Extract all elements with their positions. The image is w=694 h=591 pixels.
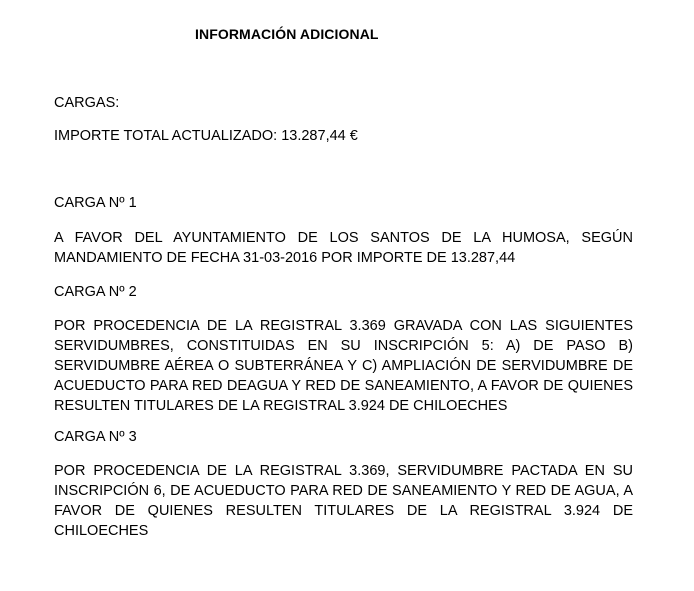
carga-1-heading: CARGA Nº 1 [54,195,137,211]
carga-2-text: POR PROCEDENCIA DE LA REGISTRAL 3.369 GRAVADA CON LAS SIGUIENTES SERVIDUMBRES, CONSTITUIDAS EN SU INSCRIPCIÓN 5: A) DE PASO B) SERVIDUMBRE AÉREA O SUBTERRÁNEA Y C) AMPLIACIÓN DE SERVIDUMBRE DE ACUEDUCTO PARA RED DEAGUA Y RED DE SANEAMIENTO, A FAVOR DE QUIENES RESULTEN TITULARES DE LA REGISTRAL 3.924 DE CHILOECHES [54,318,633,414]
document-title: INFORMACIÓN ADICIONAL [195,26,379,42]
importe-total: IMPORTE TOTAL ACTUALIZADO: 13.287,44 € [54,128,358,144]
carga-3-heading: CARGA Nº 3 [54,429,137,445]
cargas-label: CARGAS: [54,95,120,111]
carga-3-text: POR PROCEDENCIA DE LA REGISTRAL 3.369, SERVIDUMBRE PACTADA EN SU INSCRIPCIÓN 6, DE ACUEDUCTO PARA RED DE SANEAMIENTO Y RED DE AGUA, A FAVOR DE QUIENES RESULTEN TITULARES DE LA REGISTRAL 3.924 DE CHILOECHES [54,463,633,539]
carga-2-heading: CARGA Nº 2 [54,284,137,300]
carga-1-text: A FAVOR DEL AYUNTAMIENTO DE LOS SANTOS DE LA HUMOSA, SEGÚN MANDAMIENTO DE FECHA 31-03-2016 POR IMPORTE DE 13.287,44 [54,230,633,266]
